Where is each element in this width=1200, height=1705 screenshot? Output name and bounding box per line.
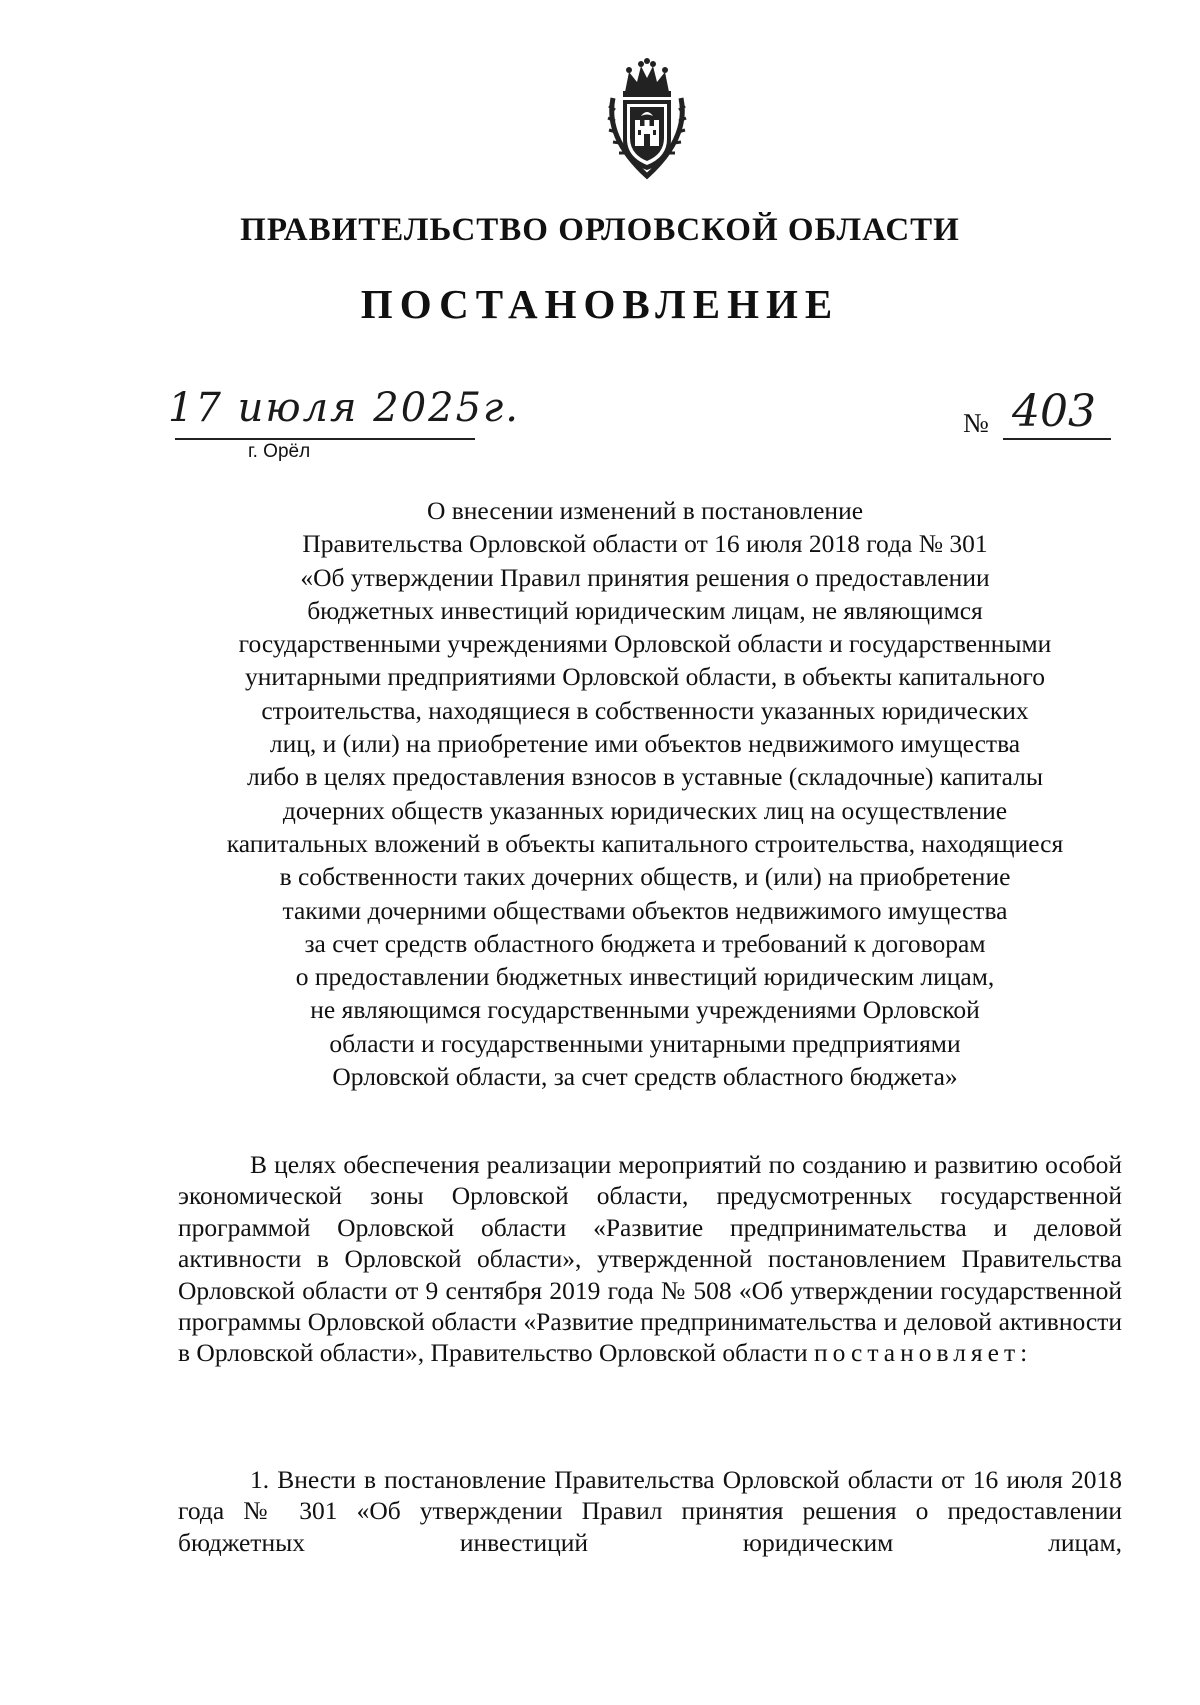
number-label: № [963,408,989,438]
subject-line: такими дочерними обществами объектов недвижимого имущества [282,895,1008,925]
resolves-word: постановляет: [813,1338,1033,1368]
handwritten-number: 403 [1012,386,1096,437]
document-subject [170,494,1120,1093]
subject-line: Орловской области, за счет средств областного бюджета» [332,1062,958,1092]
subject-line: не являющимся государственными учреждениями Орловской [310,995,980,1025]
coat-of-arms-icon [603,58,691,180]
subject-line: строительства, находящиеся в собственности указанных юридических [261,695,1029,725]
subject-line: либо в целях предоставления взносов в уставные (складочные) капиталы [246,762,1044,792]
document-type-title: ПОСТАНОВЛЕНИЕ [360,281,840,327]
subject-line: дочерних обществ указанных юридических лиц на осуществление [282,795,1008,825]
subject-line: о предоставлении бюджетных инвестиций юридическим лицам, [295,962,995,992]
subject-line: «Об утверждении Правил принятия решения о предоставлении [300,562,990,592]
subject-line: государственными учреждениями Орловской области и государственными [238,629,1052,659]
subject-line: О внесении изменений в постановление [426,496,864,525]
date-underline [175,438,475,440]
subject-line: в собственности таких дочерних обществ, и (или) на приобретение [279,862,1011,892]
number-underline [1003,438,1111,440]
preamble-text: В целях обеспечения реализации мероприятий по созданию и развитию особой экономической зоны Орловской области, предусмотренных государственной программой Орловской области «Развитие предпринимательства и деловой активности в Орловской области», утвержденной постановлением Правительства Орловской области от 9 сентября 2019 года № 508 «Об утверждении государственной программы Орловской области «Развитие предпринимательства и деловой активности в Орловской области», Правительство Орловской области [178,1150,1122,1368]
subject-line: капитальных вложений в объекты капитального строительства, находящиеся [226,828,1064,858]
item-1-paragraph: 1. Внести в постановление Правительства Орловской области от 16 июля 2018 года № 301 «Об утверждении Правил принятия решения о предоставлении бюджетных инвестиций юридическим лицам, [178,1465,1122,1557]
preamble-paragraph [178,1149,1122,1369]
subject-line: лиц, и (или) на приобретение ими объектов недвижимого имущества [269,729,1021,759]
subject-line: Правительства Орловской области от 16 июля 2018 года № 301 [302,529,988,559]
subject-line: унитарными предприятиями Орловской области, в объекты капитального [245,662,1045,692]
city-label: г. Орёл [248,441,311,462]
subject-line: за счет средств областного бюджета и требований к договорам [304,928,986,958]
subject-line: области и государственными унитарными предприятиями [329,1028,961,1058]
government-title: ПРАВИТЕЛЬСТВО ОРЛОВСКОЙ ОБЛАСТИ [240,212,960,248]
handwritten-date: 17 июля 2025г. [168,385,520,431]
subject-line: бюджетных инвестиций юридическим лицам, не являющимся [307,595,983,625]
